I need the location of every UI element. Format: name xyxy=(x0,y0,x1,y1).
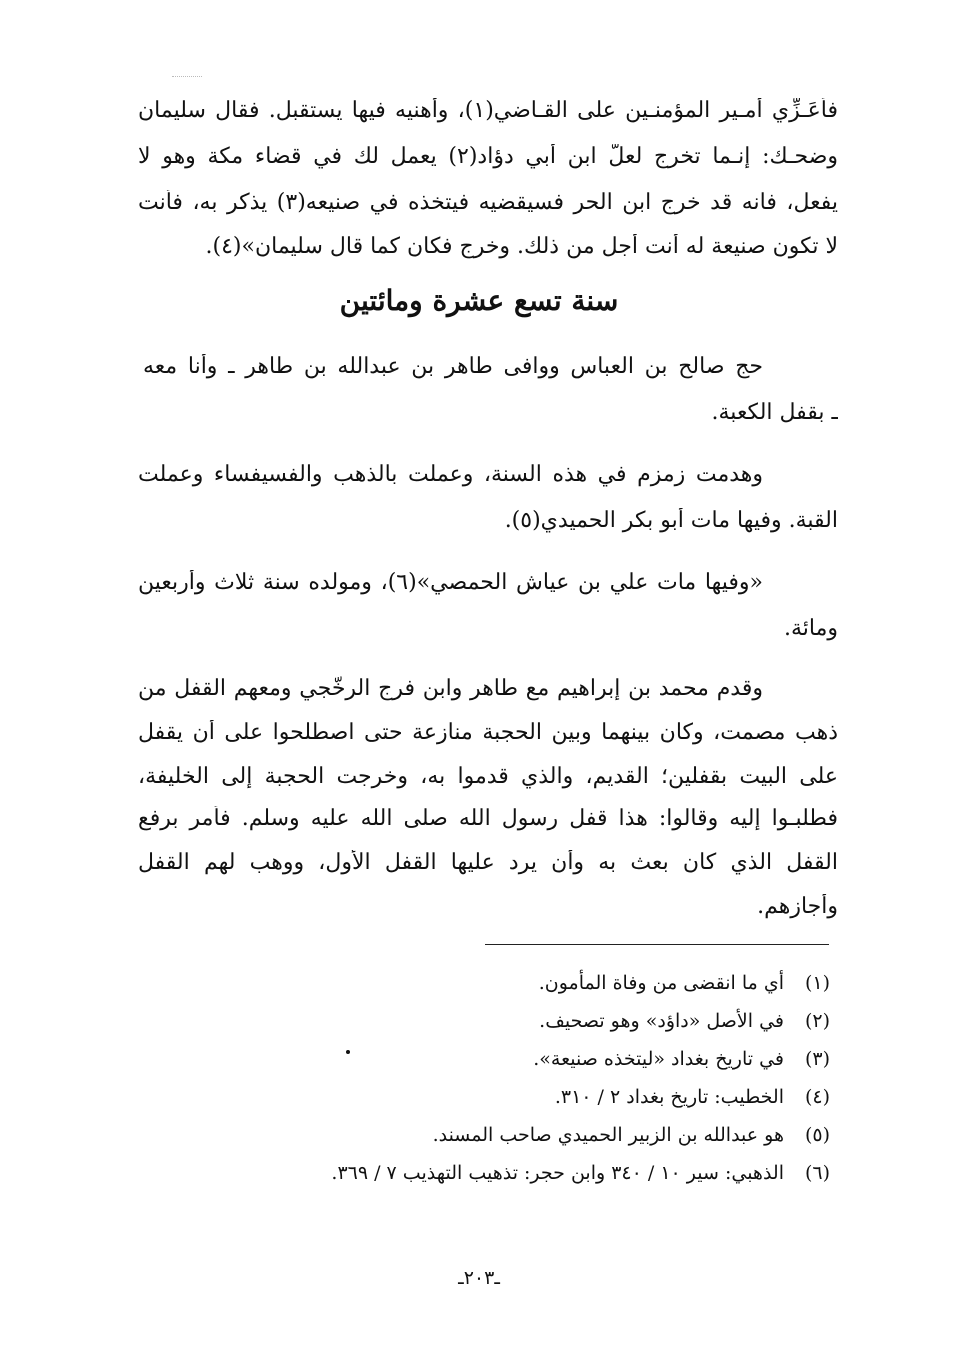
body-line: ومائة. xyxy=(783,616,838,641)
body-line: القبة. وفيها مات أبو بكر الحميدي(٥). xyxy=(504,508,838,533)
body-line: يفعل، فانه قد خرج ابن الحر فسيقضيه فيتخذه في صنيعه(٣) يذكر به، فأنت xyxy=(138,190,838,215)
ink-dot xyxy=(346,1050,350,1054)
body-line: فأُعَـزِّي أمـير المؤمنـين على القـاضي(١)، وأهنيه فيها يستقبل. فقال سليمان xyxy=(138,98,838,123)
footnote-number: (٤) xyxy=(804,1086,830,1108)
footnote-text: هو عبدالله بن الزبير الحميدي صاحب المسند. xyxy=(432,1124,784,1146)
footnote-number: (٣) xyxy=(804,1048,830,1070)
body-line: القفل الذي كان بعث به وأن يرد عليها القفل الأول، ووهب لهم القفل xyxy=(138,850,838,875)
footnote-text: الخطيب: تاريخ بغداد ٢ / ٣١٠. xyxy=(554,1086,784,1108)
footnote xyxy=(190,1124,830,1147)
body-line: وهدمت زمزم في هذه السنة، وعملت بالذهب والفسيفساء وعملت xyxy=(138,462,763,487)
footnote xyxy=(190,1010,830,1033)
footnote-text: أي ما انقضى من وفاة المأمون. xyxy=(538,972,784,994)
footnote xyxy=(190,972,830,995)
footnote-text: في الأصل «داؤد» وهو تصحيف. xyxy=(539,1010,784,1032)
body-line: ـ بقفل الكعبة. xyxy=(711,400,838,425)
footnote xyxy=(190,1048,830,1071)
footnote xyxy=(190,1086,830,1109)
footnote-text: في تاريخ بغداد «ليتخذه صنيعة». xyxy=(533,1048,784,1070)
scan-speck xyxy=(172,76,202,78)
body-line: على البيت بقفلين؛ القديم، والذي قدموا به، وخرجت الحجبة إلى الخليفة، xyxy=(138,764,838,789)
footnote-number: (٢) xyxy=(804,1010,830,1032)
footnote-number: (٥) xyxy=(804,1124,830,1146)
body-line: حج صالح بن العباس ووافى طاهر بن عبدالله بن طاهر ـ وأنا معه xyxy=(143,354,763,379)
footnote-number: (١) xyxy=(804,972,830,994)
footnote-text: الذهبي: سير ١٠ / ٣٤٠ وابن حجر: تذهيب التهذيب ٧ / ٣٦٩. xyxy=(331,1162,784,1184)
footnote-separator xyxy=(485,944,829,945)
footnote xyxy=(190,1162,830,1185)
body-line: وقدم محمد بن إبراهيم مع طاهر وابن فرج الرخّجي ومعهم القفل من xyxy=(138,676,763,701)
section-heading: سنة تسع عشرة ومائتين xyxy=(339,284,619,317)
body-line: ذهب مصمت، وكان بينهما وبين الحجبة منازعة حتى اصطلحوا على أن يقفل xyxy=(138,720,838,745)
page-number: ـ٢٠٣ـ xyxy=(458,1267,500,1289)
body-line: لا تكون صنيعة له أنت أجل من ذلك. وخرج فكان كما قال سليمان»(٤). xyxy=(205,234,838,259)
footnote-number: (٦) xyxy=(804,1162,830,1184)
body-line: وضحـك: إنـما تخرج لعلّ ابن أبي دؤاد(٢) يعمل لك في قضاء مكة وهو لا xyxy=(138,144,838,169)
body-line: فطلبـوا إليه وقالوا: هذا قفل رسول الله صلى الله عليه وسلم. فأمر برفع xyxy=(138,806,838,831)
body-line: «وفيها مات علي بن عياش الحمصي»(٦)، ومولده سنة ثلاث وأربعين xyxy=(138,570,763,595)
body-line: وأجازهم. xyxy=(757,894,838,919)
